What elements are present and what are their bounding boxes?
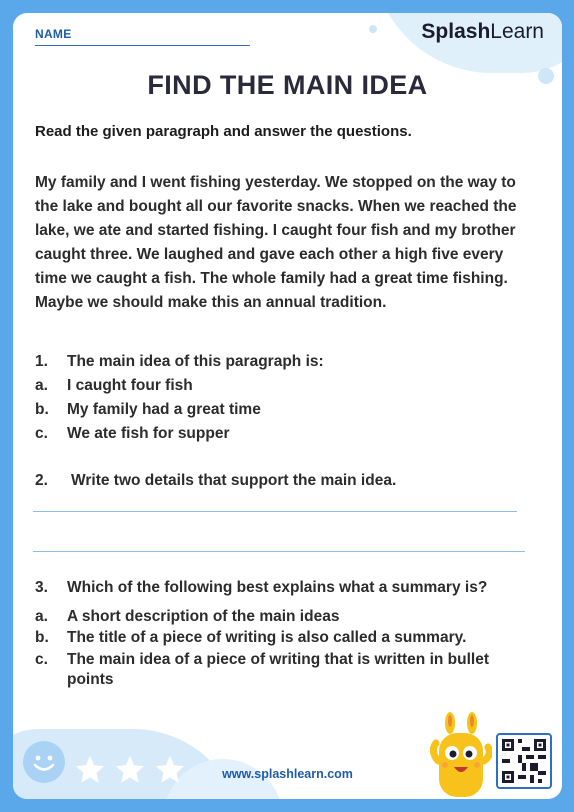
- option-letter: a.: [35, 608, 48, 625]
- footer-url[interactable]: www.splashlearn.com: [222, 767, 353, 781]
- question-text: Which of the following best explains what a summary is?: [67, 579, 488, 596]
- page-title: FIND THE MAIN IDEA: [147, 70, 428, 100]
- option-letter: c.: [35, 651, 48, 668]
- paragraph-line: My family and I went fishing yesterday. We stopped on the way to: [35, 174, 516, 191]
- splashlearn-logo: [421, 20, 544, 44]
- instruction-text: Read the given paragraph and answer the questions.: [35, 123, 412, 140]
- option-text: The title of a piece of writing is also called a summary.: [67, 629, 467, 646]
- answer-line[interactable]: [33, 511, 517, 512]
- paragraph-line: time we caught a fish. The whole family had a great time fishing.: [35, 270, 508, 287]
- name-field-line[interactable]: [35, 45, 250, 46]
- q1-option-a[interactable]: [35, 374, 545, 398]
- logo-regular: Learn: [490, 20, 544, 43]
- question-number: 3.: [35, 579, 48, 596]
- option-letter: b.: [35, 629, 49, 646]
- paragraph-line: caught three. We laughed and gave each other a high five every: [35, 246, 504, 263]
- logo-bold: Splash: [421, 20, 491, 43]
- reading-paragraph: [35, 171, 555, 315]
- decor-dot: [369, 25, 377, 33]
- q3-option-b[interactable]: [35, 628, 545, 648]
- mascot-icon: [430, 711, 492, 797]
- question-text: The main idea of this paragraph is:: [67, 353, 324, 370]
- question-text: Write two details that support the main idea.: [71, 472, 397, 489]
- name-label: NAME: [35, 27, 72, 41]
- option-text: My family had a great time: [67, 401, 261, 418]
- option-text: [67, 650, 545, 690]
- paragraph-line: the lake and bought all our favorite snacks. When we reached the: [35, 198, 517, 215]
- q1-option-c[interactable]: [35, 422, 545, 446]
- option-text-line: The main idea of a piece of writing that is written in bullet: [67, 651, 489, 668]
- q1-option-b[interactable]: [35, 398, 545, 422]
- question-1: [35, 350, 545, 374]
- question-number: 2.: [35, 472, 48, 489]
- question-2: [35, 469, 545, 493]
- option-letter: c.: [35, 425, 48, 442]
- option-text: A short description of the main ideas: [67, 608, 340, 625]
- paragraph-line: lake, we ate and started fishing. I caught four fish and my brother: [35, 222, 516, 239]
- option-text-line: points: [67, 671, 114, 688]
- option-text: We ate fish for supper: [67, 425, 230, 442]
- q3-option-a[interactable]: [35, 607, 545, 627]
- question-3: [35, 576, 545, 600]
- option-text: I caught four fish: [67, 377, 193, 394]
- worksheet: [13, 13, 562, 799]
- question-number: 1.: [35, 353, 48, 370]
- paragraph-line: Maybe we should make this an annual tradition.: [35, 294, 387, 311]
- option-letter: b.: [35, 401, 49, 418]
- q3-option-c[interactable]: [35, 650, 545, 690]
- option-letter: a.: [35, 377, 48, 394]
- qr-code-icon[interactable]: [496, 733, 552, 789]
- answer-line[interactable]: [33, 551, 525, 552]
